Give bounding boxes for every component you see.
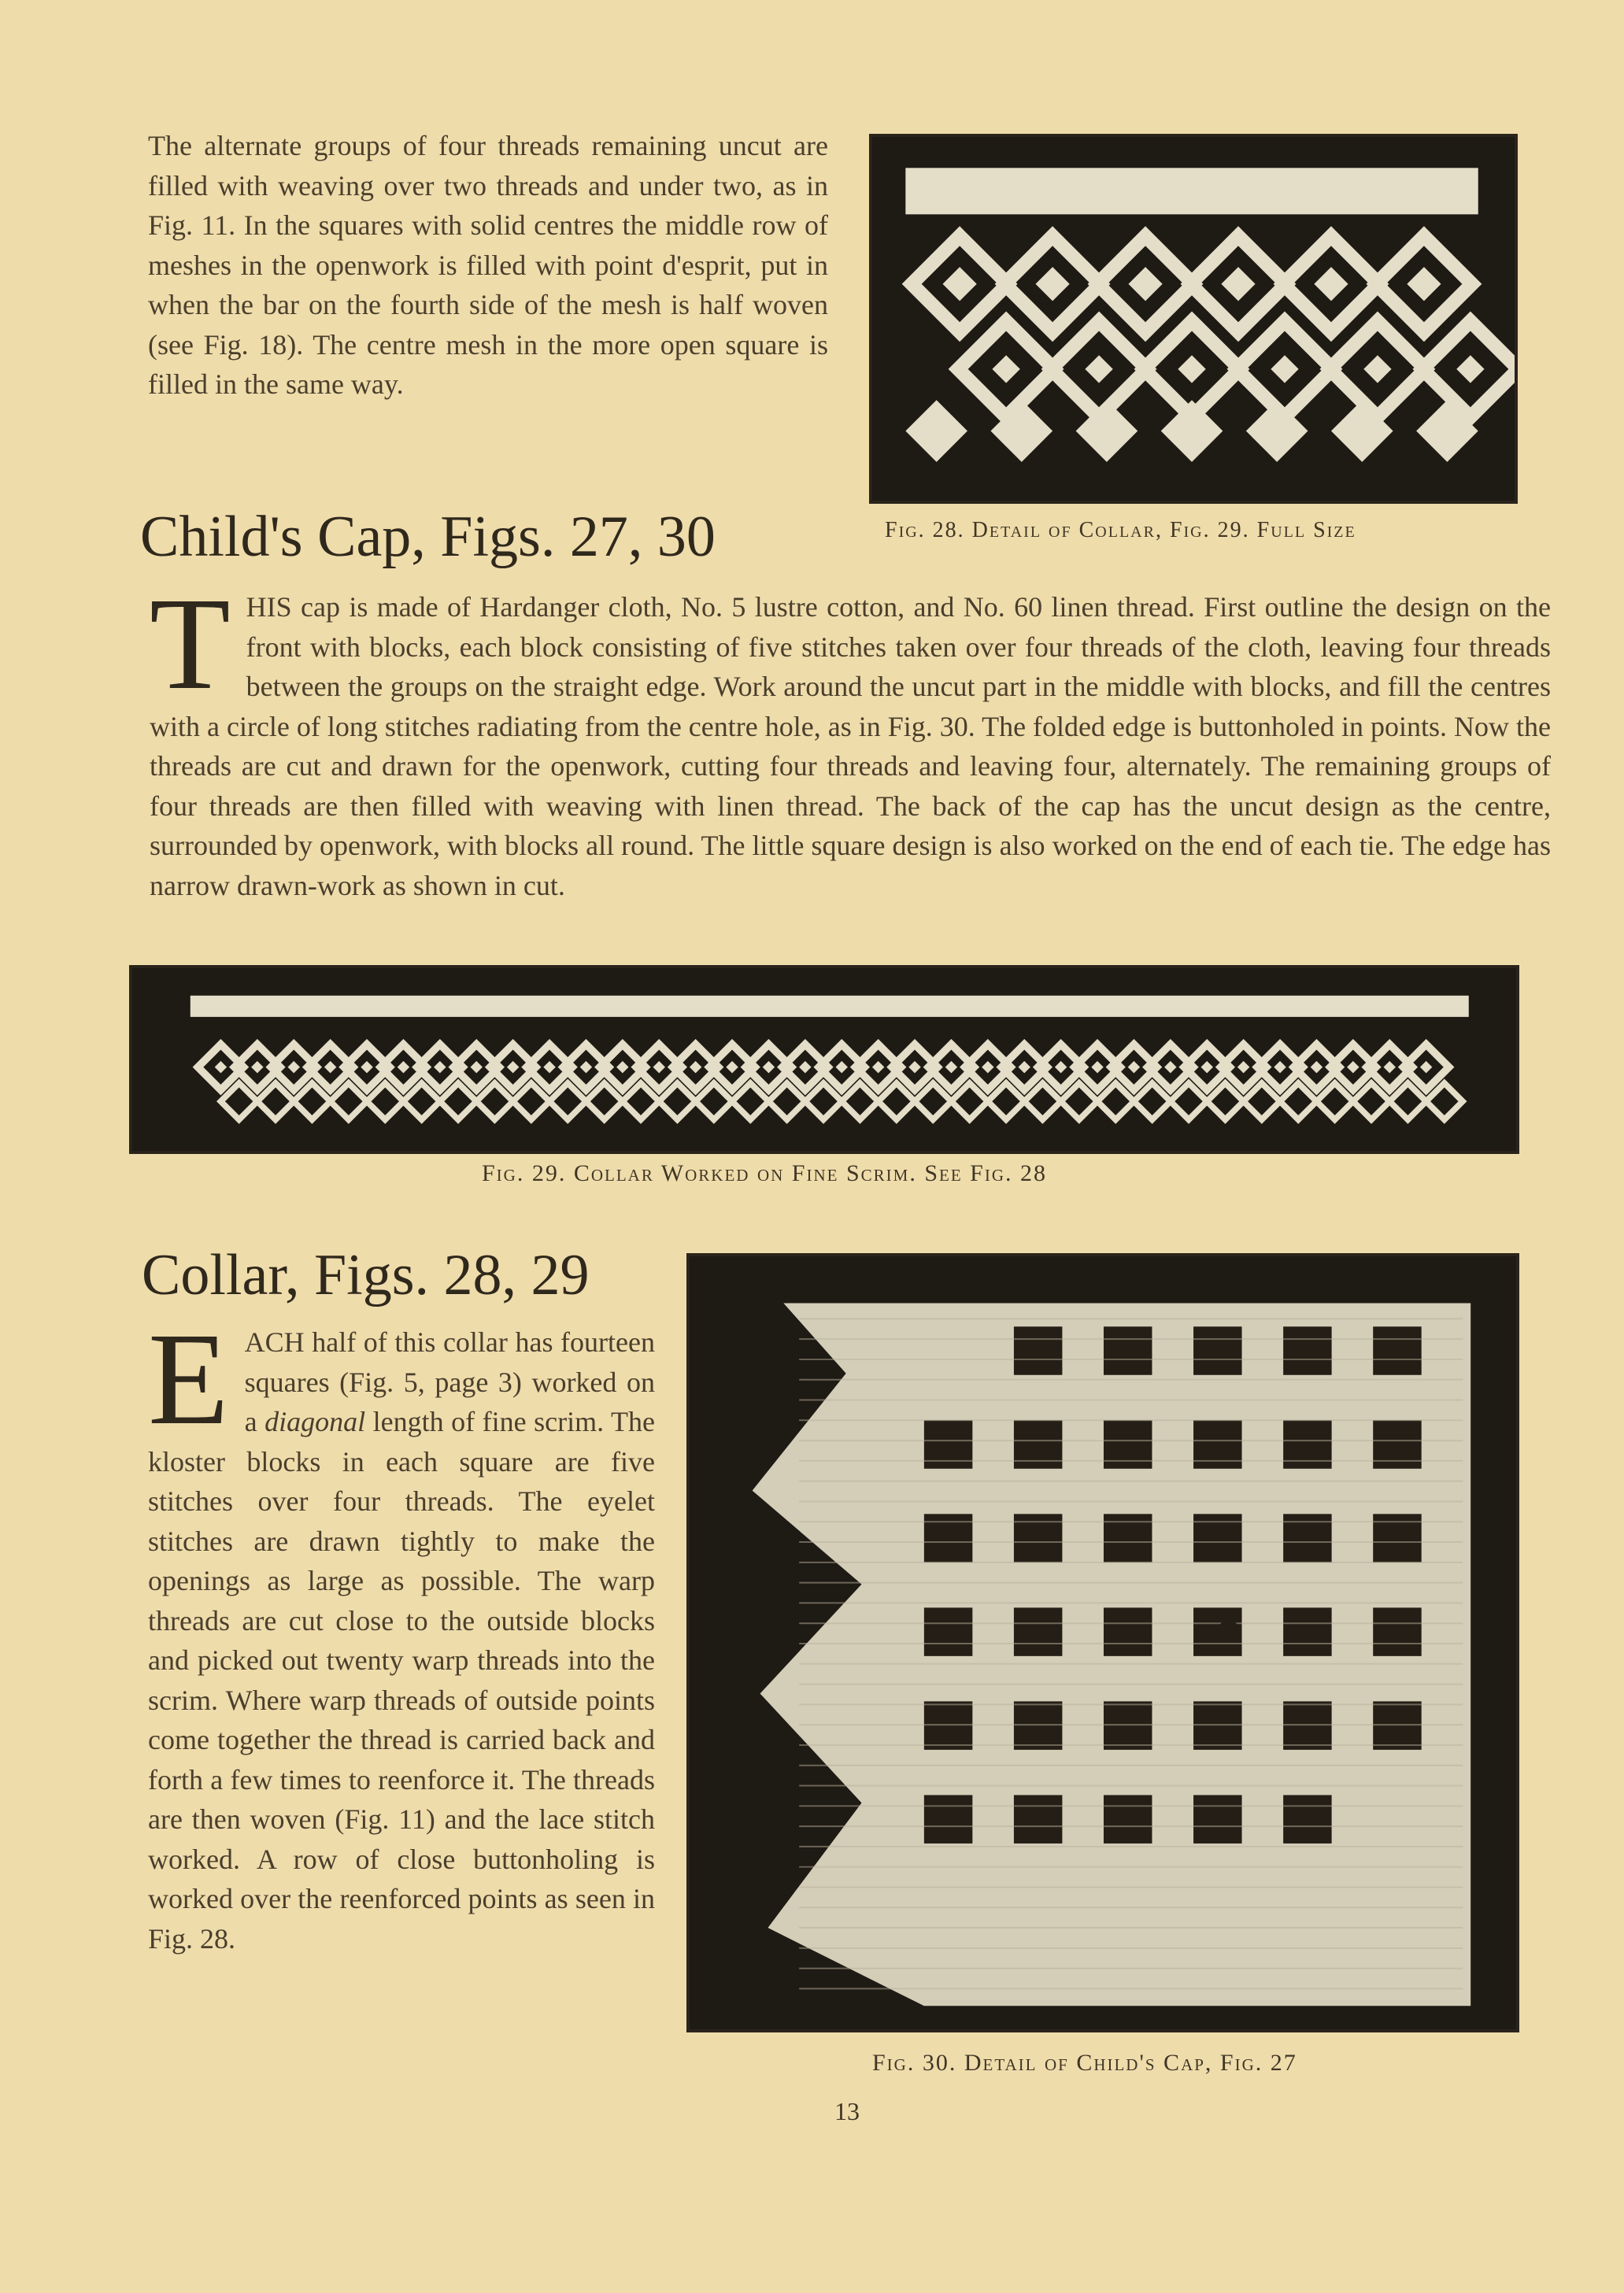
cap-body bbox=[150, 571, 1551, 905]
cap-body-text: HIS cap is made of Hardanger cloth, No. 5 lustre cotton, and No. 60 linen thread. First outline the design on the front with blocks, each block consisting of five stitches taken over four threads of the cloth, leaving four threads between the groups on the straight edge. Work around the uncut part in the middle with blocks, and fill the centres with a circle of long stitches radiating from the centre hole, as in Fig. 30. The folded edge is buttonholed in points. Now the threads are cut and drawn for the openwork, cutting four threads and leaving four, alternately. The remaining groups of four threads are then filled with weaving with linen thread. The back of the cap has the uncut design as the centre, surrounded by openwork, with blocks all round. The little square design is also worked on the end of each tie. The edge has narrow drawn-work as shown in cut. bbox=[150, 591, 1551, 901]
collar-body bbox=[148, 1306, 655, 1958]
collar-body-emphasis: diagonal bbox=[265, 1406, 366, 1437]
fig28-lace-image bbox=[872, 137, 1515, 501]
fig29-caption: Fig. 29. Collar Worked on Fine Scrim. See Fig. 28 bbox=[482, 1160, 1047, 1186]
page-number: 13 bbox=[834, 2097, 860, 2125]
fig30-photo bbox=[686, 1253, 1519, 2032]
cap-drop-cap: T bbox=[150, 571, 231, 717]
collar-heading: Collar, Figs. 28, 29 bbox=[142, 1243, 590, 1307]
collar-body-lead: ACH half of this collar has fourteen squares (Fig. 5, page 3) worked on a bbox=[244, 1326, 655, 1437]
cap-heading: Child's Cap, Figs. 27, 30 bbox=[140, 505, 716, 569]
fig30-lace-image bbox=[690, 1256, 1516, 2029]
fig29-photo bbox=[129, 965, 1519, 1154]
fig29-lace-image bbox=[132, 968, 1516, 1151]
intro-paragraph: The alternate groups of four threads remaining uncut are filled with weaving over two threads and under two, as in Fig. 11. In the squares with solid centres the middle row of meshes in the openwork is filled with point d'esprit, put in when the bar on the fourth side of the mesh is half woven (see Fig. 18). The centre mesh in the more open square is filled in the same way. bbox=[148, 130, 828, 400]
collar-drop-cap: E bbox=[148, 1306, 229, 1452]
collar-body-rest: length of fine scrim. The kloster blocks in each square are five stitches over four threads. The eyelet stitches are drawn tightly to make the openings as large as possible. The warp threads are cut close to the outside blocks and picked out twenty warp threads into the scrim. Where warp threads of outside points come together the thread is carried back and forth a few times to reenforce it. The threads are then woven (Fig. 11) and the lace stitch worked. A row of close buttonholing is worked over the reenforced points as seen in Fig. 28. bbox=[148, 1406, 655, 1955]
fig30-caption: Fig. 30. Detail of Child's Cap, Fig. 27 bbox=[872, 2050, 1297, 2076]
fig28-photo bbox=[869, 134, 1518, 504]
fig28-caption: Fig. 28. Detail of Collar, Fig. 29. Full Size bbox=[885, 518, 1356, 542]
